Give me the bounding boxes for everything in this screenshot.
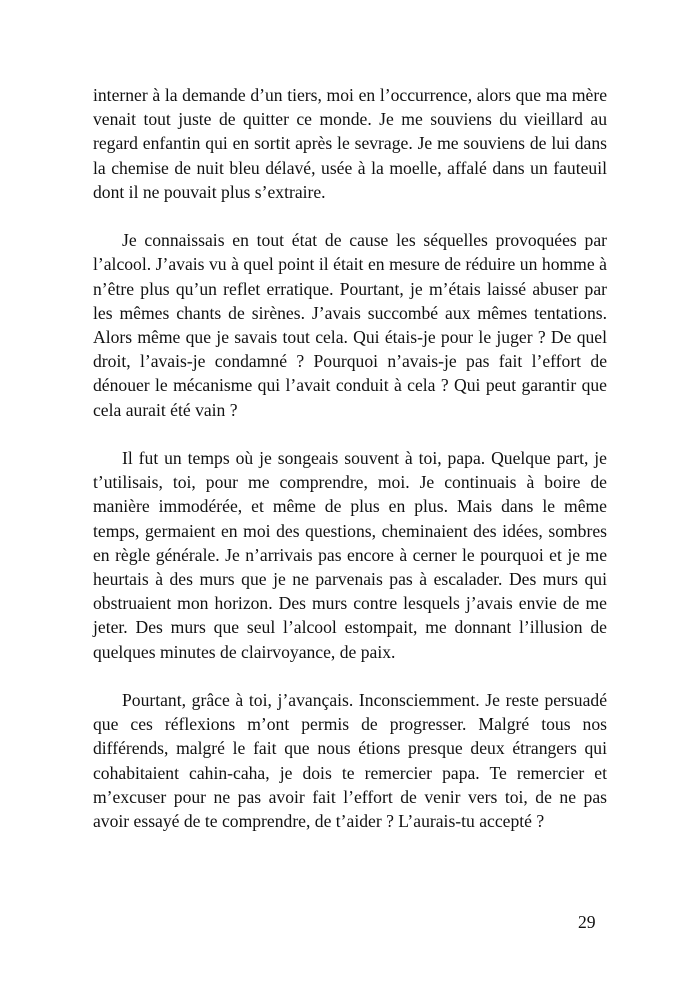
paragraph-1: interner à la demande d’un tiers, moi en l’occurrence, alors que ma mère venait tout juste de quitter ce monde. Je me souviens du vieillard au regard enfantin qui en sortit après le sevrage. Je me souviens de lui dans la chemise de nuit bleu délavé, usée à la moelle, affalé dans un fauteuil dont il ne pouvait plus s’extraire. [93, 85, 607, 202]
paragraph-3: Il fut un temps où je songeais souvent à toi, papa. Quelque part, je t’utilisais, toi, pour me comprendre, moi. Je continuais à boire de manière immodérée, et même de plus en plus. Mais dans le même temps, germaient en moi des questions, cheminaient des idées, sombres en règle générale. Je n’arrivais pas encore à cerner le pourquoi et je me heurtais à des murs que je ne parvenais pas à escalader. Des murs qui obstruaient mon horizon. Des murs contre lesquels j’avais envie de me jeter. Des murs que seul l’alcool estompait, me donnant l’illusion de quelques minutes de clairvoyance, de paix. [93, 448, 607, 662]
paragraph-2: Je connaissais en tout état de cause les séquelles provoquées par l’alcool. J’avais vu à quel point il était en mesure de réduire un homme à n’être plus qu’un reflet erratique. Pourtant, je m’étais laissé abuser par les mêmes chants de sirènes. J’avais succombé aux mêmes tentations. Alors même que je savais tout cela. Qui étais-je pour le juger ? De quel droit, l’avais-je condamné ? Pourquoi n’avais-je pas fait l’effort de dénouer le mécanisme qui l’avait conduit à cela ? Qui peut garantir que cela aurait été vain ? [93, 230, 607, 420]
page-body [93, 83, 607, 857]
page-number: 29 [578, 912, 596, 932]
paragraph-4: Pourtant, grâce à toi, j’avançais. Inconsciemment. Je reste persuadé que ces réflexions m’ont permis de progresser. Malgré tous nos différends, malgré le fait que nous étions presque deux étrangers qui cohabitaient cahin-caha, je dois te remercier papa. Te remercier et m’excuser pour ne pas avoir fait l’effort de venir vers toi, de ne pas avoir essayé de te comprendre, de t’aider ? L’aurais-tu accepté ? [93, 690, 607, 832]
